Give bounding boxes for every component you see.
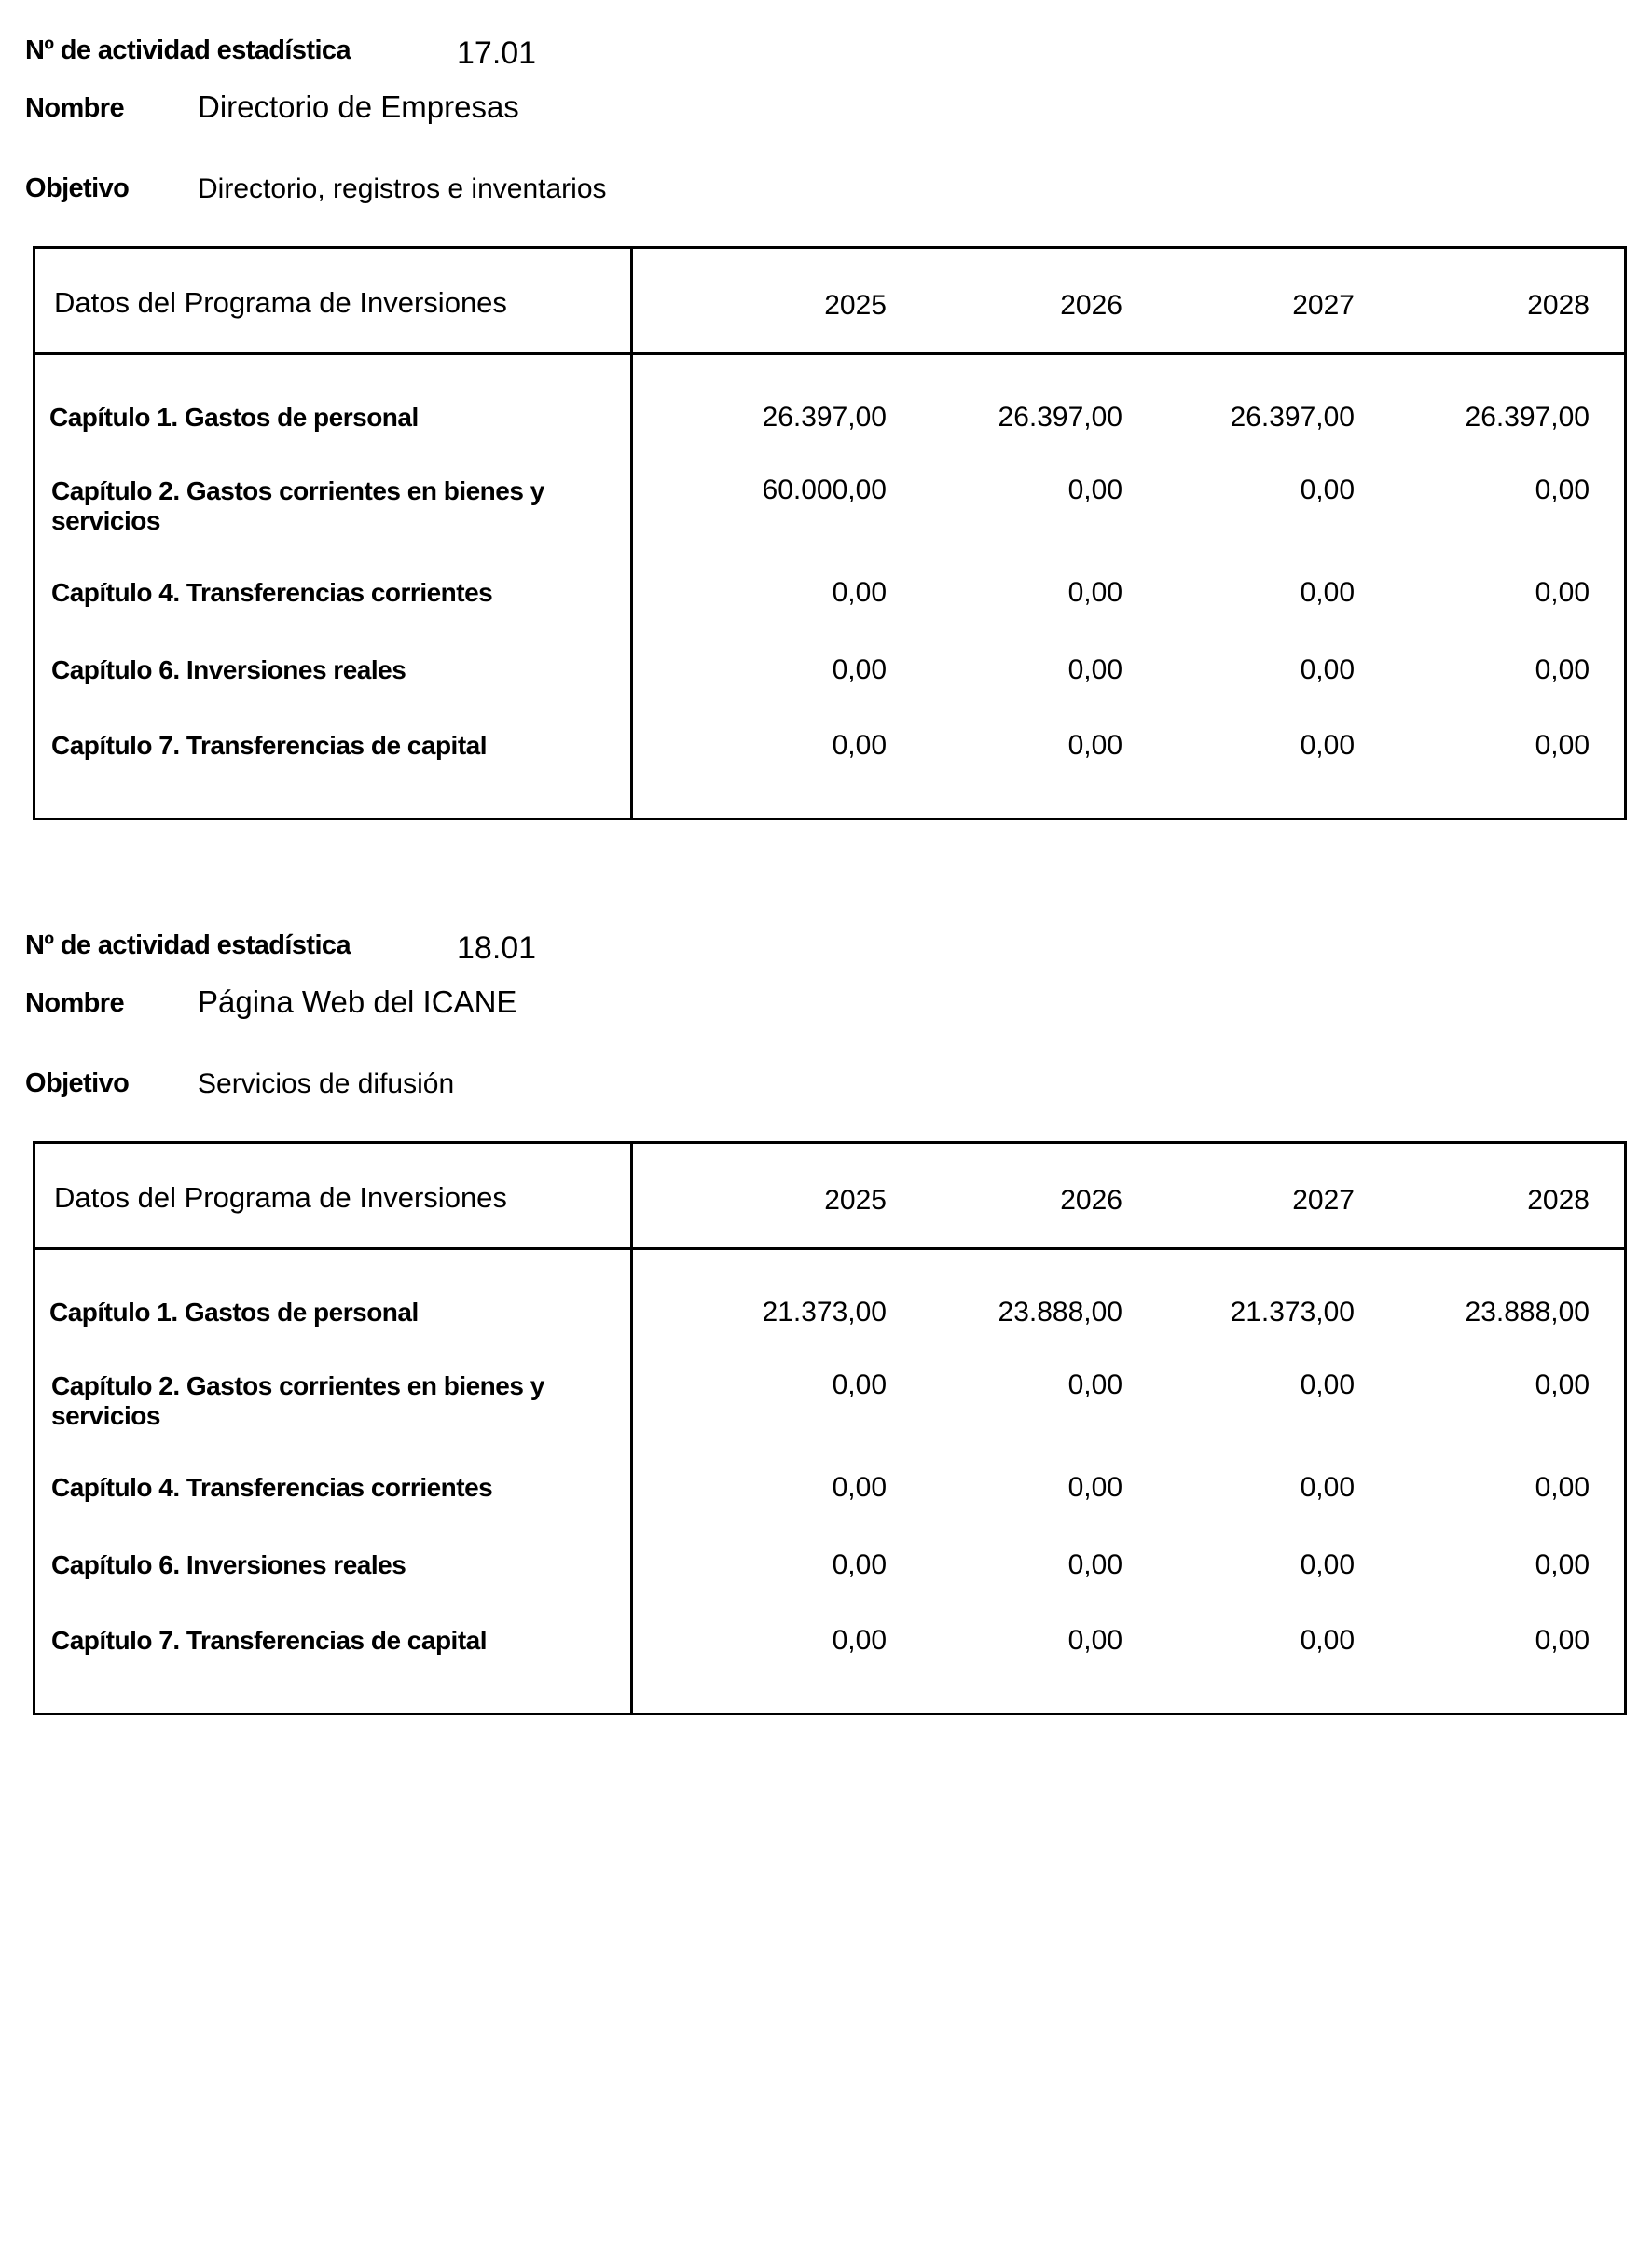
activity-number-label: Nº de actividad estadística: [25, 35, 351, 65]
table-header-label: Datos del Programa de Inversiones: [54, 286, 507, 319]
year-header: 2026: [1060, 290, 1122, 321]
objective-label: Objetivo: [25, 1068, 130, 1098]
table-cell: 23.888,00: [998, 1297, 1122, 1328]
row-label: Capítulo 2. Gastos corrientes en bienes y servicios: [51, 476, 544, 535]
table-cell: 0,00: [1535, 475, 1590, 505]
year-header: 2027: [1292, 1185, 1355, 1216]
table-cell: 21.373,00: [762, 1297, 887, 1328]
table-cell: 0,00: [832, 1472, 887, 1503]
activity-objective: Directorio, registros e inventarios: [198, 173, 607, 204]
row-label: Capítulo 1. Gastos de personal: [49, 1298, 419, 1327]
table-cell: 26.397,00: [998, 402, 1122, 433]
table-cell: 0,00: [1067, 577, 1122, 608]
table-cell: 0,00: [832, 730, 887, 761]
table-cell: 21.373,00: [1230, 1297, 1355, 1328]
table-cell: 0,00: [1067, 654, 1122, 685]
header-divider: [35, 352, 1624, 355]
table-cell: 0,00: [832, 654, 887, 685]
row-label: Capítulo 4. Transferencias corrientes: [51, 1473, 493, 1502]
year-header: 2028: [1527, 1185, 1590, 1216]
table-cell: 0,00: [1067, 730, 1122, 761]
table-cell: 0,00: [1300, 1549, 1355, 1580]
table-cell: 0,00: [1300, 730, 1355, 761]
table-cell: 26.397,00: [1230, 402, 1355, 433]
table-cell: 0,00: [832, 577, 887, 608]
table-cell: 0,00: [1067, 475, 1122, 505]
year-header: 2025: [824, 290, 887, 321]
table-cell: 26.397,00: [1465, 402, 1590, 433]
year-header: 2026: [1060, 1185, 1122, 1216]
activity-name: Página Web del ICANE: [198, 984, 517, 1019]
row-label: Capítulo 7. Transferencias de capital: [51, 1626, 488, 1655]
name-label: Nombre: [25, 93, 124, 123]
table-cell: 0,00: [1535, 577, 1590, 608]
column-divider: [630, 1144, 633, 1713]
table-cell: 0,00: [1300, 1472, 1355, 1503]
table-cell: 0,00: [1067, 1625, 1122, 1656]
table-cell: 26.397,00: [762, 402, 887, 433]
investment-table: [33, 1141, 1627, 1715]
activity-objective: Servicios de difusión: [198, 1068, 455, 1099]
table-cell: 0,00: [1300, 1369, 1355, 1400]
row-label: Capítulo 1. Gastos de personal: [49, 403, 419, 432]
activity-name: Directorio de Empresas: [198, 89, 519, 124]
table-cell: 23.888,00: [1465, 1297, 1590, 1328]
investment-table: [33, 246, 1627, 820]
activity-number: 18.01: [457, 930, 537, 966]
activity-number-label: Nº de actividad estadística: [25, 930, 351, 960]
table-cell: 0,00: [1535, 1625, 1590, 1656]
table-cell: 0,00: [1067, 1472, 1122, 1503]
year-header: 2028: [1527, 290, 1590, 321]
table-cell: 0,00: [1535, 1472, 1590, 1503]
activity-section: [0, 0, 1652, 839]
row-label: Capítulo 2. Gastos corrientes en bienes y servicios: [51, 1371, 544, 1430]
row-label: Capítulo 4. Transferencias corrientes: [51, 578, 493, 607]
activity-section: [0, 895, 1652, 1734]
table-cell: 60.000,00: [762, 475, 887, 505]
header-divider: [35, 1247, 1624, 1250]
table-header-label: Datos del Programa de Inversiones: [54, 1181, 507, 1214]
table-cell: 0,00: [1300, 1625, 1355, 1656]
table-cell: 0,00: [1535, 1369, 1590, 1400]
table-cell: 0,00: [1300, 577, 1355, 608]
objective-label: Objetivo: [25, 173, 130, 203]
table-cell: 0,00: [832, 1369, 887, 1400]
year-header: 2027: [1292, 290, 1355, 321]
row-label: Capítulo 7. Transferencias de capital: [51, 731, 488, 760]
row-label: Capítulo 6. Inversiones reales: [51, 655, 406, 684]
table-cell: 0,00: [832, 1549, 887, 1580]
table-cell: 0,00: [1067, 1549, 1122, 1580]
table-cell: 0,00: [1067, 1369, 1122, 1400]
name-label: Nombre: [25, 988, 124, 1018]
year-header: 2025: [824, 1185, 887, 1216]
table-cell: 0,00: [1535, 730, 1590, 761]
table-cell: 0,00: [1300, 475, 1355, 505]
activity-number: 17.01: [457, 35, 537, 71]
row-label: Capítulo 6. Inversiones reales: [51, 1550, 406, 1579]
table-cell: 0,00: [1300, 654, 1355, 685]
table-cell: 0,00: [1535, 1549, 1590, 1580]
column-divider: [630, 249, 633, 818]
table-cell: 0,00: [1535, 654, 1590, 685]
table-cell: 0,00: [832, 1625, 887, 1656]
